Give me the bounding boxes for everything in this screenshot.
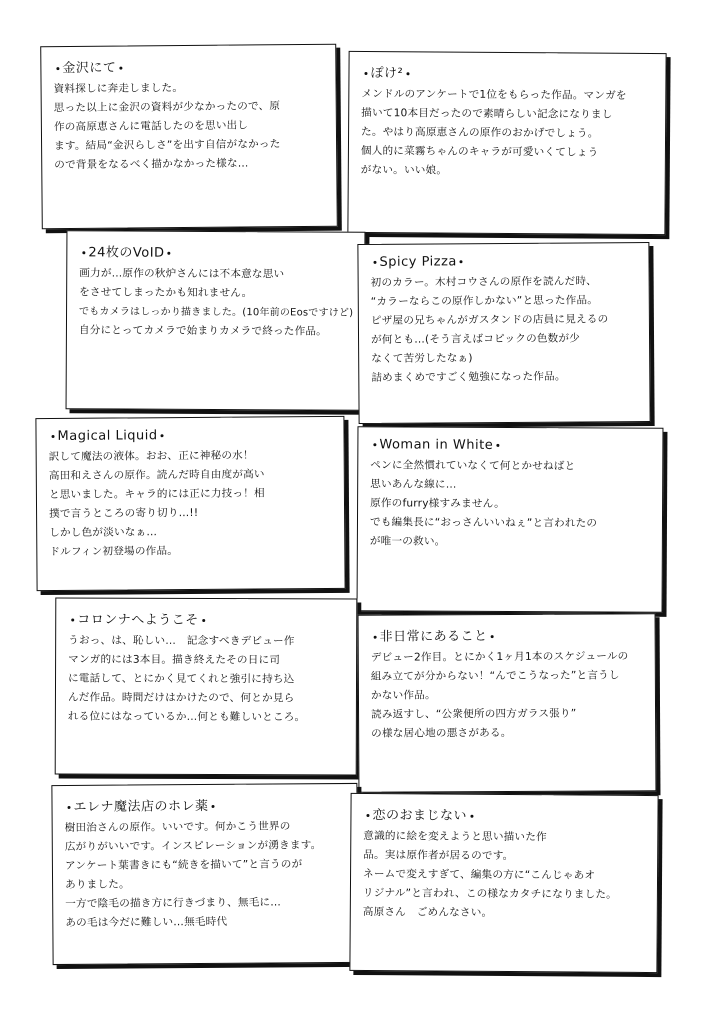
note-line: 原作のfurry様すみません。 <box>370 497 505 510</box>
bullet-dot-icon <box>366 814 369 817</box>
pin-hole-icon <box>234 597 251 606</box>
note-line: と思いました。キャラ的には正に力技っ！相 <box>48 487 265 501</box>
bullet-dot-icon <box>202 619 205 622</box>
note-line: デビュー2作目。とにかく1ヶ月1本のスケジュールの <box>370 650 629 664</box>
note-line: ドルフィン初登場の作品。 <box>49 545 179 558</box>
note-line: あの毛は今だに難しい…無毛時代 <box>65 915 228 929</box>
note-line: ネームで変えすぎて、編集の方に“こんじゃあオ <box>363 868 596 882</box>
note-card <box>55 597 358 775</box>
note-line: 広がりがいいです。インスピレーションが湧きます。 <box>64 839 322 853</box>
note-line: なくて苦労したなぁ) <box>371 352 473 365</box>
bullet-dot-icon <box>491 635 494 638</box>
pin-hole-icon <box>243 230 260 239</box>
note-line: かない作品。 <box>370 689 436 702</box>
note-card <box>357 242 650 424</box>
note-title: エレナ魔法店のホレ薬 <box>64 794 348 815</box>
note-title: Woman in White <box>370 437 654 453</box>
bullet-dot-icon <box>56 67 59 70</box>
note-card <box>357 426 664 613</box>
note-line: た。やはり高原恵さんの原作のおかげでしょう。 <box>361 125 599 140</box>
note-line: 詰めまくめですごく勉強になった作品。 <box>371 370 566 384</box>
note-line: メンドルのアンケートで1位をもらった作品。マンガを <box>361 87 627 102</box>
pin-hole-icon <box>540 613 557 622</box>
bullet-dot-icon <box>470 815 473 818</box>
bullet-dot-icon <box>68 806 71 809</box>
bullet-dot-icon <box>119 67 122 70</box>
note-card <box>358 613 657 793</box>
note-line: でも編集長に“おっさんいいねぇ”と言われたの <box>369 516 598 530</box>
note-line: 自分にとってカメラで始まりカメラで終った作品。 <box>78 324 328 338</box>
note-title: Spicy Pizza <box>370 253 640 270</box>
bullet-dot-icon <box>71 619 74 622</box>
bullet-dot-icon <box>52 435 55 438</box>
note-line: 高原さん ごめんなさい。 <box>362 906 493 919</box>
note-line: ので背景をなるべく描かなかった様な… <box>54 157 249 172</box>
pin-hole-icon <box>536 242 553 251</box>
note-line: アンケート葉書きにも“続きを描いて”と言うのが <box>64 858 303 872</box>
bullet-dot-icon <box>82 251 85 254</box>
note-line: ありました。 <box>65 878 130 891</box>
bullet-dot-icon <box>168 252 171 255</box>
bullet-dot-icon <box>406 72 409 75</box>
bullet-dot-icon <box>496 444 499 447</box>
note-line: 資料探しに奔走しました。 <box>53 82 184 96</box>
note-card <box>35 416 345 591</box>
pin-hole-icon <box>543 51 560 61</box>
bullet-dot-icon <box>460 260 463 263</box>
note-line: が何とも…(そう言えばコピックの色数が少 <box>371 332 581 346</box>
note-line: “カラーならこの原作しかない”と思った作品。 <box>370 294 599 308</box>
note-line: 画力が…原作の秋炉さんには不本意な思い <box>79 267 285 281</box>
note-line: れる位にはなっているか…何とも難しいところ。 <box>67 710 306 724</box>
note-line: がない。いい娘。 <box>360 163 448 177</box>
bullet-dot-icon <box>161 434 164 437</box>
note-line: しかし色が淡いなぁ… <box>49 526 158 539</box>
note-line: 一方で陰毛の描き方に行きづまり、無毛に… <box>65 896 282 910</box>
note-line: 描いて10本目だったので素晴らしい記念になりまし <box>361 106 613 121</box>
note-line: 組み立てが分からない！“んでこうなった”と言うし <box>370 669 620 683</box>
note-line: の様な居心地の悪さがある。 <box>371 726 512 740</box>
note-title: コロンナへようこそ <box>68 609 348 629</box>
note-card <box>66 230 366 411</box>
pin-hole-icon <box>215 44 232 53</box>
note-title: 非日常にあること <box>371 624 647 644</box>
note-line: 個人的に菜霧ちゃんのキャラが可愛いくてしょう <box>360 144 599 159</box>
note-line: ペンに全然慣れていなくて何とかせねばと <box>370 459 576 473</box>
note-line: 初のカラー。木村コウさんの原作を読んだ時、 <box>370 275 597 289</box>
note-title: 24枚のVoID <box>79 241 356 261</box>
note-title: 恋のおまじない <box>363 804 649 825</box>
bullet-dot-icon <box>364 72 367 75</box>
bullet-dot-icon <box>373 443 376 446</box>
note-line: でもカメラはしっかり描きました。(10年前のEosですけど) <box>79 306 354 319</box>
bullet-dot-icon <box>373 261 376 264</box>
note-line: ます。結局“金沢らしさ”を出す自信がなかった <box>54 138 281 153</box>
pin-hole-icon <box>544 426 561 436</box>
note-card <box>347 51 666 235</box>
note-line: 作の高原恵さんに電話したのを思い出し <box>53 119 249 134</box>
note-line: 意識的に絵を変えようと思い描いた作 <box>363 830 547 844</box>
note-line: 品。実は原作者が居るのです。 <box>363 849 514 863</box>
note-line: 高田和えさんの原作。読んだ時自由度が高い <box>48 468 265 482</box>
note-title: ぽけ² <box>361 62 657 83</box>
note-title: 金沢にて <box>53 55 327 76</box>
pin-hole-icon <box>232 783 249 792</box>
bullet-dot-icon <box>374 636 377 639</box>
bullet-dot-icon <box>212 805 215 808</box>
note-line: に電話して、とにかく見てくれと強引に持ち込 <box>68 672 295 686</box>
pin-hole-icon <box>218 416 235 425</box>
note-title: Magical Liquid <box>48 427 335 444</box>
note-line: マンガ的には3本目。描き終えたその日に司 <box>68 653 281 667</box>
note-line: んだ作品。時間だけはかけたので、何とか見ら <box>67 691 295 705</box>
note-line: うおっ、は、恥しい… 記念すべきデビュー作 <box>68 634 295 648</box>
note-card <box>51 783 358 965</box>
note-card <box>40 44 338 230</box>
note-card <box>349 793 658 973</box>
note-line: 撲で言うところの寄り切り…!! <box>49 506 199 520</box>
note-line: 思いあんな線に… <box>370 478 457 491</box>
pin-hole-icon <box>539 793 556 803</box>
note-line: リジナル”と言われ、この様なカタチになりました。 <box>362 887 618 901</box>
note-line: が唯一の救い。 <box>369 535 446 548</box>
note-line: をさせてしまったかも知れません。 <box>79 286 253 300</box>
note-line: 思った以上に金沢の資料が少なかったので、原 <box>53 100 281 115</box>
note-line: 樹田治さんの原作。いいです。何かこう世界の <box>64 820 291 834</box>
note-line: ピザ屋の兄ちゃんがガスタンドの店員に見えるの <box>370 313 609 327</box>
note-line: 読み返すし、“公衆便所の四方ガラス張り” <box>371 707 577 721</box>
note-line: 訳して魔法の液体。おお、正に神秘の水！ <box>48 449 254 463</box>
